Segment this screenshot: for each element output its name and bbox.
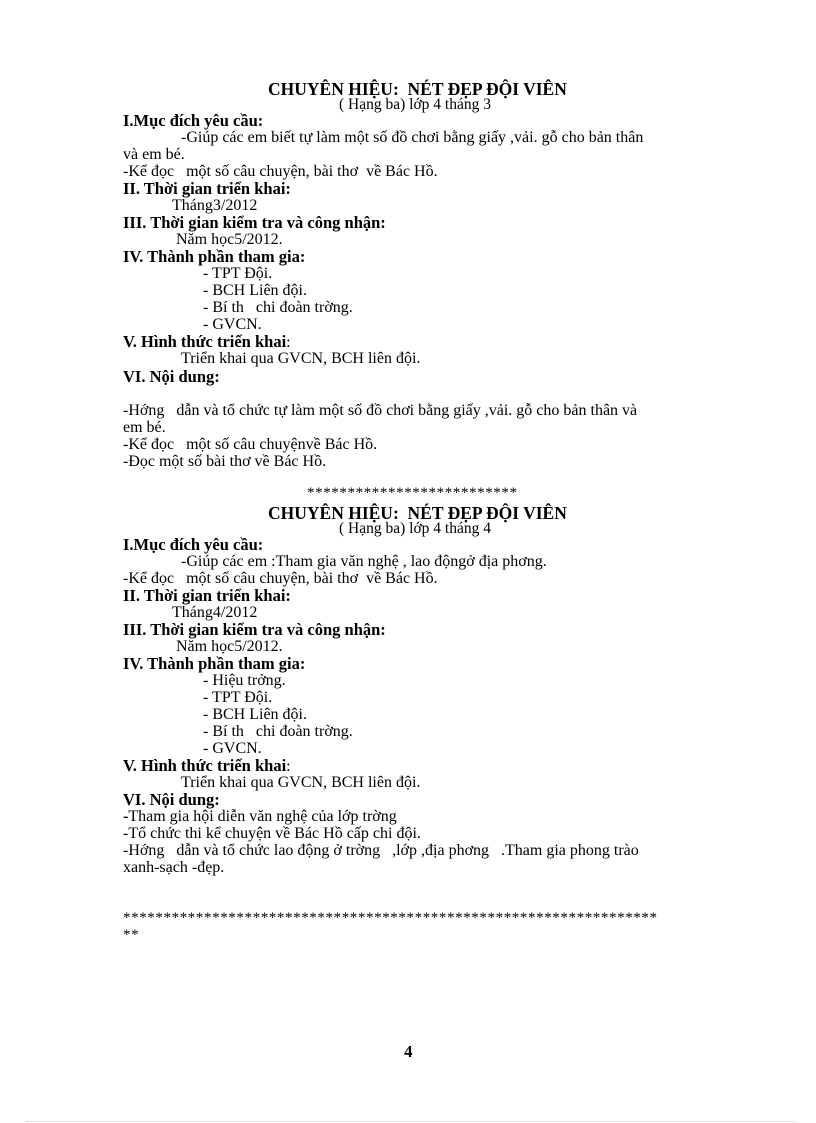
section1-participant: - TPT Đội. bbox=[203, 265, 273, 282]
section1-participant: - GVCN. bbox=[203, 316, 262, 333]
section2-participant: - Hiệu trởng. bbox=[203, 672, 286, 689]
section2-content-text: Tham gia hội diễn văn nghệ của lớp trờng bbox=[128, 808, 397, 825]
section2-time-value: Tháng4/2012 bbox=[172, 604, 258, 621]
section2-content-line: -Hớng dẫn và tổ chức lao động ở trờng ,lớp ,địa phơng .Tham gia phong trào bbox=[123, 842, 639, 859]
section2-title: CHUYÊN HIỆU: NÉT ĐẸP ĐỘI VIÊN bbox=[268, 503, 567, 523]
section1-subtitle: ( Hạng ba) lớp 4 tháng 3 bbox=[339, 96, 491, 113]
section1-heading-method-colon: : bbox=[286, 334, 291, 351]
section1-heading-time: II. Thời gian triển khai: bbox=[123, 179, 291, 198]
section2-purpose-line: -Giúp các em :Tham gia văn nghệ , lao độngở địa phơng. bbox=[181, 553, 547, 570]
separator-long-tail: ** bbox=[123, 927, 140, 943]
section2-heading-method-colon: : bbox=[286, 758, 291, 775]
section1-purpose-line: và em bé. bbox=[123, 146, 185, 163]
section2-participant: - TPT Đội. bbox=[203, 689, 273, 706]
section2-content-line: xanh-sạch -đẹp. bbox=[123, 859, 225, 876]
section1-content-line: -Đọc một số bài thơ về Bác Hồ. bbox=[123, 453, 327, 470]
section1-content-line: -Hớng dẫn và tổ chức tự làm một số đồ chơi bằng giấy ,vải. gỗ cho bản thân và bbox=[123, 402, 638, 419]
section1-title: CHUYÊN HIỆU: NÉT ĐẸP ĐỘI VIÊN bbox=[268, 79, 567, 99]
section1-purpose-line: -Kể đọc một số câu chuyện, bài thơ về Bác Hồ. bbox=[123, 163, 438, 180]
page-bottom-divider bbox=[26, 1121, 796, 1122]
section2-heading-method-line bbox=[123, 757, 291, 775]
section2-check-value: Năm học5/2012. bbox=[176, 638, 283, 655]
section1-heading-check: III. Thời gian kiểm tra và công nhận: bbox=[123, 213, 386, 232]
section1-heading-method: V. Hình thức triển khai bbox=[123, 332, 287, 351]
section2-heading-participants: IV. Thành phần tham gia: bbox=[123, 654, 306, 673]
section1-heading-content: VI. Nội dung: bbox=[123, 367, 220, 386]
section2-subtitle: ( Hạng ba) lớp 4 tháng 4 bbox=[339, 520, 491, 537]
section2-heading-content: VI. Nội dung: bbox=[123, 790, 220, 809]
section1-content-line: em bé. bbox=[123, 419, 166, 436]
section1-participant: - BCH Liên đội. bbox=[203, 282, 307, 299]
section2-content-dash: - bbox=[123, 808, 129, 825]
section1-purpose-line: -Giúp các em biết tự làm một số đồ chơi bằng giấy ,vải. gỗ cho bản thân bbox=[181, 129, 644, 146]
section2-purpose-line: -Kể đọc một số câu chuyện, bài thơ về Bác Hồ. bbox=[123, 570, 438, 587]
separator-short: ************************** bbox=[307, 485, 518, 501]
section2-participant: - GVCN. bbox=[203, 740, 262, 757]
section2-participant: - Bí th chi đoàn trờng. bbox=[203, 723, 353, 740]
section1-time-value: Tháng3/2012 bbox=[172, 197, 258, 214]
section2-heading-purpose: I.Mục đích yêu cầu: bbox=[123, 535, 264, 554]
section1-participant: - Bí th chi đoàn trờng. bbox=[203, 299, 353, 316]
section1-method-value: Triển khai qua GVCN, BCH liên đội. bbox=[181, 350, 421, 367]
section1-content-line: -Kể đọc một số câu chuyệnvề Bác Hồ. bbox=[123, 436, 378, 453]
section2-content-line bbox=[123, 808, 397, 825]
section2-participant: - BCH Liên đội. bbox=[203, 706, 307, 723]
section1-check-value: Năm học5/2012. bbox=[176, 231, 283, 248]
section2-heading-method: V. Hình thức triển khai bbox=[123, 756, 287, 775]
separator-long: ****************************************************************** bbox=[123, 910, 658, 926]
section1-heading-purpose: I.Mục đích yêu cầu: bbox=[123, 111, 264, 130]
page-number: 4 bbox=[404, 1042, 413, 1061]
section2-method-value: Triển khai qua GVCN, BCH liên đội. bbox=[181, 774, 421, 791]
section1-heading-method-line bbox=[123, 333, 291, 351]
section1-heading-participants: IV. Thành phần tham gia: bbox=[123, 247, 306, 266]
section2-heading-check: III. Thời gian kiểm tra và công nhận: bbox=[123, 620, 386, 639]
section2-content-line: -Tổ chức thi kể chuyện về Bác Hồ cấp chi đội. bbox=[123, 825, 421, 842]
section2-heading-time: II. Thời gian triển khai: bbox=[123, 586, 291, 605]
